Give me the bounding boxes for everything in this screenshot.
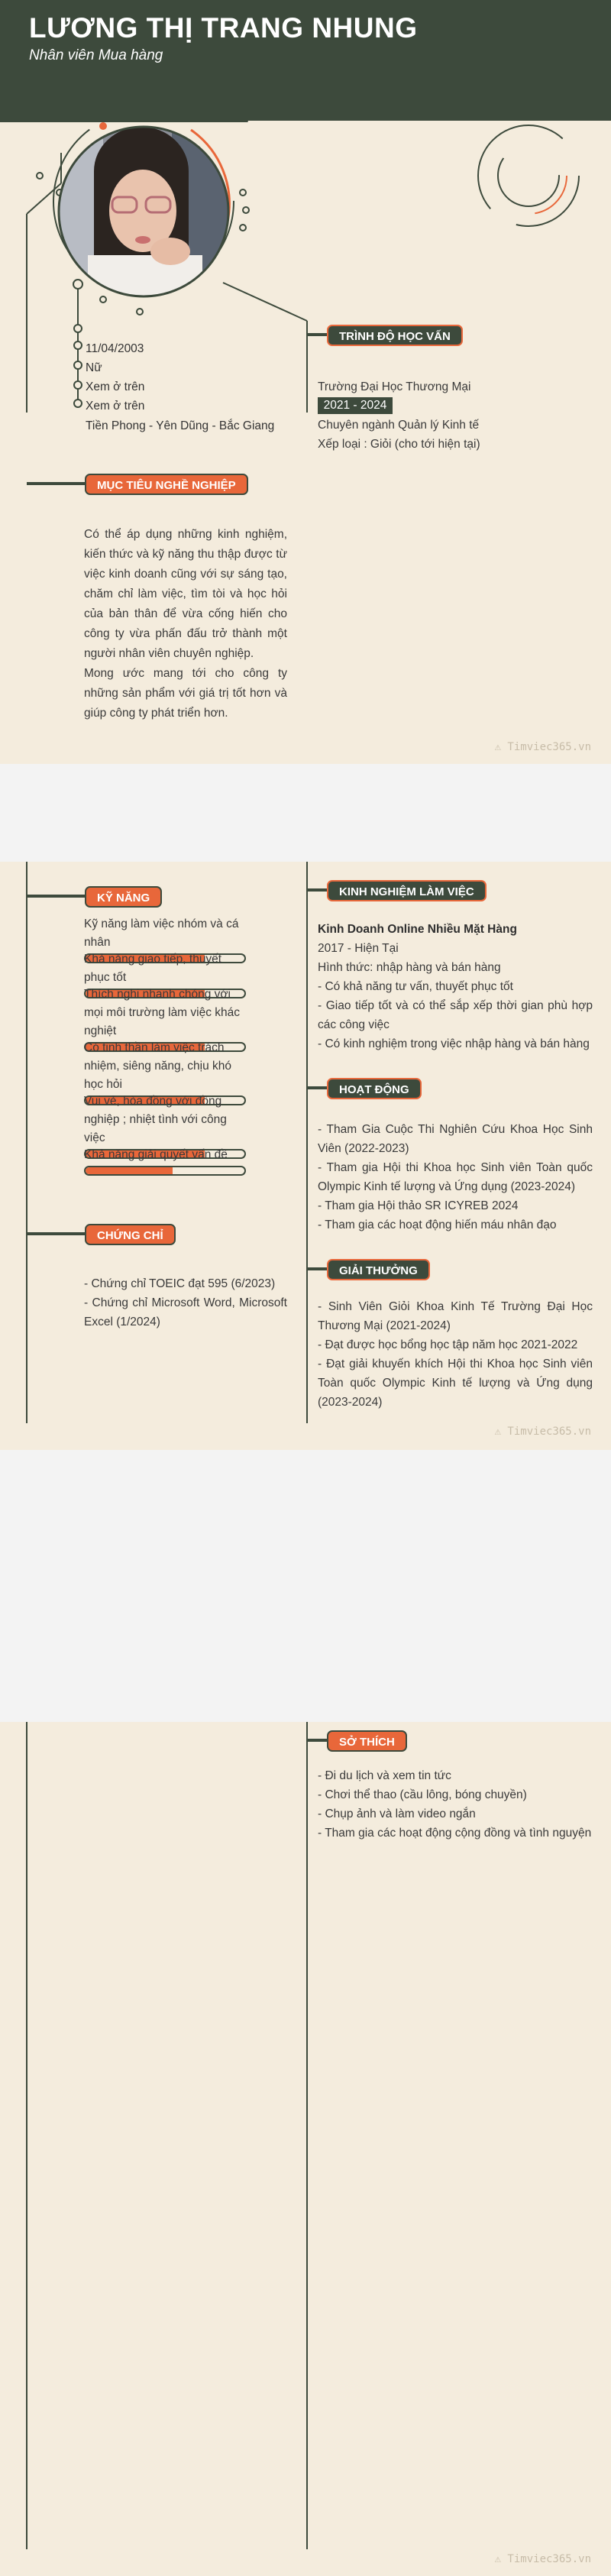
certificate-2: - Chứng chỉ Microsoft Word, Microsoft Excel (1/2024) <box>84 1296 287 1328</box>
award-item: - Đạt giải khuyến khích Hội thi Khoa học Sinh viên Toàn quốc Olympic Kinh tế lượng và Ứng dụng (2023-2024) <box>318 1358 593 1409</box>
education-heading <box>307 325 536 345</box>
contact-line-1: Xem ở trên <box>86 380 145 393</box>
objective-heading <box>27 474 256 494</box>
education-school: Trường Đại Học Thương Mại <box>318 380 471 393</box>
experience-title: KINH NGHIỆM LÀM VIỆC <box>327 880 487 901</box>
skill-bar <box>84 1166 246 1176</box>
hobby-item: - Chụp ảnh và làm video ngắn <box>318 1807 476 1820</box>
watermark: ⚠ Timviec365.vn <box>494 2553 591 2565</box>
right-rule <box>306 862 308 1423</box>
awards-heading <box>307 1259 536 1279</box>
awards-title: GIẢI THƯỞNG <box>327 1259 430 1280</box>
experience-bullet: - Có khả năng tư vấn, thuyết phục tốt <box>318 980 513 993</box>
hobby-item: - Chơi thể thao (cầu lông, bóng chuyền) <box>318 1788 527 1801</box>
experience-company: Kinh Doanh Online Nhiều Mặt Hàng <box>318 923 517 936</box>
activities-heading <box>307 1078 536 1098</box>
activity-item: - Tham gia Hội thi Khoa học Sinh viên Toàn quốc Olympic Kinh tế lượng và Ứng dụng (2023-2024) <box>318 1161 593 1193</box>
education-title: TRÌNH ĐỘ HỌC VẤN <box>327 325 463 346</box>
activity-item: - Tham gia các hoạt động hiến máu nhân đạo <box>318 1218 557 1231</box>
skill-label: Khả năng giải quyết vấn đề <box>84 1148 228 1161</box>
candidate-name: LƯƠNG THỊ TRANG NHUNG <box>29 12 418 44</box>
objective-paragraph-2: Mong ước mang tới cho công ty những sản phẩm với giá trị tốt hơn và giúp công ty phát triển hơn. <box>84 667 287 720</box>
objective-title: MỤC TIÊU NGHỀ NGHIỆP <box>85 474 248 495</box>
hobby-item: - Đi du lịch và xem tin tức <box>318 1769 451 1782</box>
certificates-title: CHỨNG CHỈ <box>85 1224 176 1245</box>
certificate-1: - Chứng chỉ TOEIC đạt 595 (6/2023) <box>84 1277 276 1290</box>
experience-bullet: - Giao tiếp tốt và có thể sắp xếp thời gian phù hợp các công việc <box>318 999 593 1031</box>
birthday: 11/04/2003 <box>86 342 144 355</box>
experience-bullet: - Có kinh nghiệm trong việc nhập hàng và bán hàng <box>318 1037 590 1050</box>
skill-label: Thích nghi nhanh chóng với mọi môi trường làm việc khác nghiệt <box>84 988 241 1037</box>
skill-label: Có tinh thần làm việc trách nhiệm, siêng năng, chịu khó học hỏi <box>84 1041 232 1091</box>
objective-paragraph-1: Có thể áp dụng những kinh nghiệm, kiến thức và kỹ năng thu thập được từ việc kinh doanh cũng với sự sáng tạo, chăm chỉ làm việc, tìm tòi và học hỏi của bản thân để vừa cống hiến cho công ty vừa phấn đấu trở thành một người nhân viên chuyên nghiệp. <box>84 528 287 660</box>
watermark: ⚠ Timviec365.vn <box>494 1426 591 1438</box>
skill-label: Khả năng giao tiếp, thuyết phục tốt <box>84 953 222 984</box>
experience-heading <box>307 880 536 900</box>
experience-form: Hình thức: nhập hàng và bán hàng <box>318 961 501 974</box>
job-title: Nhân viên Mua hàng <box>29 47 163 63</box>
education-period: 2021 - 2024 <box>318 397 393 414</box>
left-rule <box>26 862 27 1423</box>
skill-item <box>84 1146 246 1176</box>
skill-label: Vui vẻ, hòa đồng với đồng nghiệp ; nhiệt tình với công việc <box>84 1095 227 1144</box>
award-item: - Đạt được học bổng học tập năm học 2021-2022 <box>318 1338 578 1351</box>
certificates-heading <box>27 1224 179 1244</box>
award-item: - Sinh Viên Giỏi Khoa Kinh Tế Trường Đại Học Thương Mại (2021-2024) <box>318 1300 593 1332</box>
watermark: ⚠ Timviec365.vn <box>494 741 591 753</box>
activity-item: - Tham Gia Cuộc Thi Nghiên Cứu Khoa Học Sinh Viên (2022-2023) <box>318 1123 593 1155</box>
contact-line-2: Xem ở trên <box>86 400 145 413</box>
skills-heading <box>27 886 179 906</box>
activity-item: - Tham gia Hội thảo SR ICYREB 2024 <box>318 1199 519 1212</box>
cv-page-2 <box>0 862 611 1450</box>
hobby-item: - Tham gia các hoạt động cộng đồng và tình nguyện <box>318 1827 592 1840</box>
activities-title: HOẠT ĐỘNG <box>327 1078 422 1099</box>
avatar-photo <box>57 125 230 298</box>
cv-page-3 <box>0 1722 611 2576</box>
skill-label: Kỹ năng làm việc nhóm và cá nhân <box>84 917 239 949</box>
skills-title: KỸ NĂNG <box>85 886 162 908</box>
hobbies-heading <box>307 1730 536 1750</box>
left-rule <box>26 1722 27 2549</box>
education-grade: Xếp loại : Giỏi (cho tới hiện tại) <box>318 438 480 451</box>
experience-period: 2017 - Hiện Tại <box>318 942 399 955</box>
skill-bar-fill <box>86 1167 173 1174</box>
cv-page-1 <box>0 0 611 764</box>
right-rule <box>306 1722 308 2549</box>
gender: Nữ <box>86 361 102 374</box>
address: Tiền Phong - Yên Dũng - Bắc Giang <box>86 419 275 432</box>
education-major: Chuyên ngành Quản lý Kinh tế <box>318 419 480 432</box>
hobbies-title: SỞ THÍCH <box>327 1730 407 1752</box>
